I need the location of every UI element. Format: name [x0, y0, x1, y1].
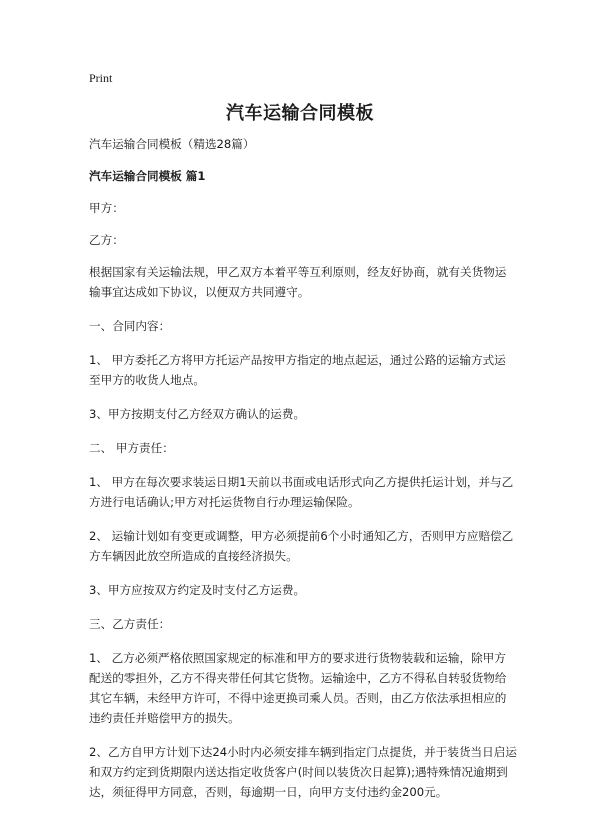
paragraph: 2、乙方自甲方计划下达24小时内必须安排车辆到指定门点提货，并于装货当日启运和双方约定到货期限内送达指定收货客户(时间以装货次日起算);遇特殊情况逾期到达，须征得甲方同意，否则，每逾期一日，向甲方支付违约金200元。 — [89, 745, 517, 799]
print-link[interactable]: Print — [89, 71, 113, 85]
document-title: 汽车运输合同模板 — [226, 103, 374, 124]
document-subtitle: 汽车运输合同模板（精选28篇） — [89, 137, 255, 151]
paragraph: 3、甲方应按双方约定及时支付乙方运费。 — [89, 583, 306, 597]
paragraph: 1、 乙方必须严格依照国家规定的标准和甲方的要求进行货物装载和运输，除甲方配送的零担外，乙方不得夹带任何其它货物。运输途中，乙方不得私自转驳货物给其它车辆，未经甲方许可，不得中途更换司乘人员。否则，由乙方依法承担相应的违约责任并赔偿甲方的损失。 — [89, 651, 507, 725]
clause-heading: 三、乙方责任： — [89, 617, 171, 631]
paragraph: 3、甲方按期支付乙方经双方确认的运费。 — [89, 407, 306, 421]
party-a-label: 甲方： — [89, 201, 124, 215]
paragraph: 1、 甲方委托乙方将甲方托运产品按甲方指定的地点起运，通过公路的运输方式运至甲方的收货人地点。 — [89, 353, 506, 387]
paragraph: 根据国家有关运输法规，甲乙双方本着平等互利原则，经友好协商，就有关货物运输事宜达成如下协议，以便双方共同遵守。 — [89, 265, 507, 299]
document-body — [89, 134, 517, 816]
clause-heading: 二、 甲方责任： — [89, 441, 174, 455]
paragraph: 2、 运输计划如有变更或调整，甲方必须提前6个小时通知乙方，否则甲方应赔偿乙方车辆因此放空所造成的直接经济损失。 — [89, 529, 514, 563]
section-title: 汽车运输合同模板 篇1 — [89, 169, 206, 183]
party-b-label: 乙方： — [89, 233, 124, 247]
paragraph: 1、 甲方在每次要求装运日期1天前以书面或电话形式向乙方提供托运计划，并与乙方进行电话确认;甲方对托运货物自行办理运输保险。 — [89, 475, 514, 509]
clause-heading: 一、合同内容： — [89, 319, 171, 333]
